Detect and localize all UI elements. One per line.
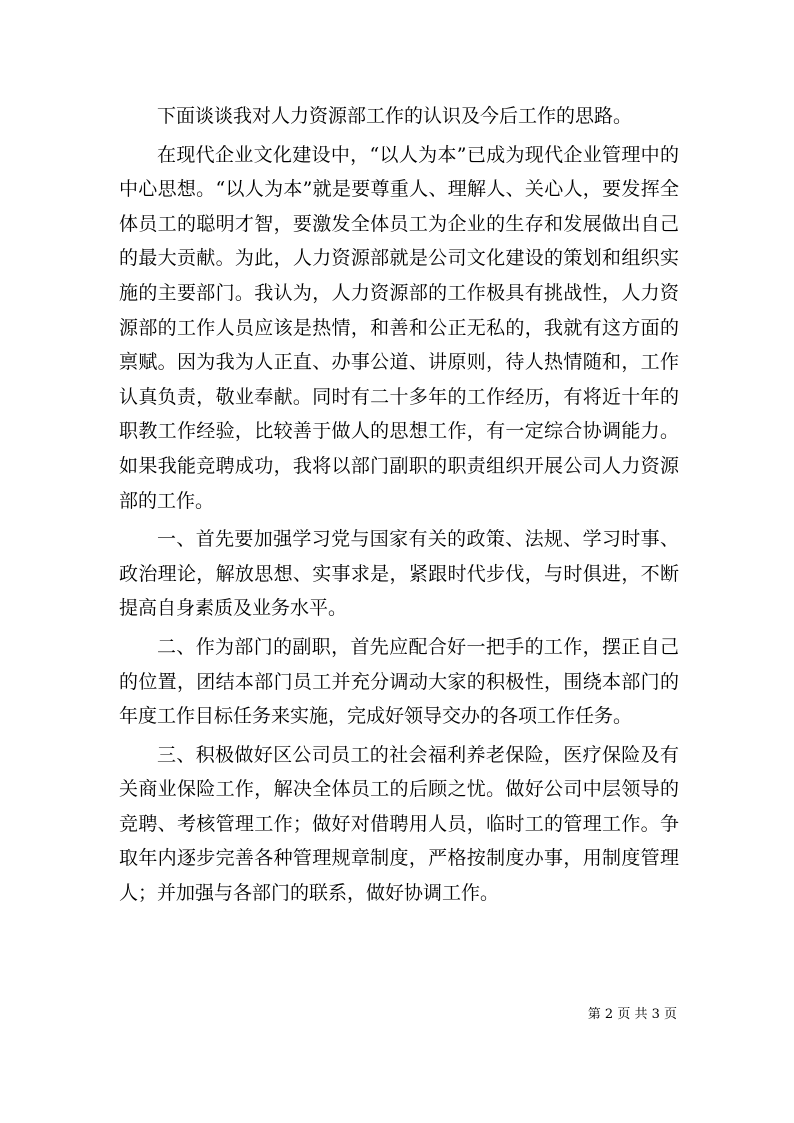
paragraph-point-two: 二、作为部门的副职，首先应配合好一把手的工作，摆正自己的位置，团结本部门员工并充分调动大家的积极性，围绕本部门的年度工作目标任务来实施，完成好领导交办的各项工作任务。: [119, 635, 679, 728]
paragraph-point-three: 三、积极做好区公司员工的社会福利养老保险，医疗保险及有关商业保险工作，解决全体员工的后顾之忧。做好公司中层领导的竞聘、考核管理工作；做好对借聘用人员，临时工的管理工作。争取年内逐步完善各种管理规章制度，严格按制度办事，用制度管理人；并加强与各部门的联系，做好协调工作。: [119, 743, 679, 905]
paragraph-people-oriented: 在现代企业文化建设中，“以人为本”已成为现代企业管理中的中心思想。“以人为本”就是要尊重人、理解人、关心人，要发挥全体员工的聪明才智，要激发全体员工为企业的生存和发展做出自己的最大贡献。为此，人力资源部就是公司文化建设的策划和组织实施的主要部门。我认为，人力资源部的工作极具有挑战性，人力资源部的工作人员应该是热情，和善和公正无私的，我就有这方面的禀赋。因为我为人正直、办事公道、讲原则，待人热情随和，工作认真负责，敬业奉献。同时有二十多年的工作经历，有将近十年的职教工作经验，比较善于做人的思想工作，有一定综合协调能力。如果我能竞聘成功，我将以部门副职的职责组织开展公司人力资源部的工作。: [119, 143, 679, 512]
paragraph-point-one: 一、首先要加强学习党与国家有关的政策、法规、学习时事、政治理论，解放思想、实事求是，紧跟时代步伐，与时俱进，不断提高自身素质及业务水平。: [119, 528, 679, 620]
page-number: 第 2 页 共 3 页: [587, 1007, 677, 1022]
document-body: [119, 99, 679, 911]
paragraph-intro: 下面谈谈我对人力资源部工作的认识及今后工作的思路。: [157, 105, 633, 127]
